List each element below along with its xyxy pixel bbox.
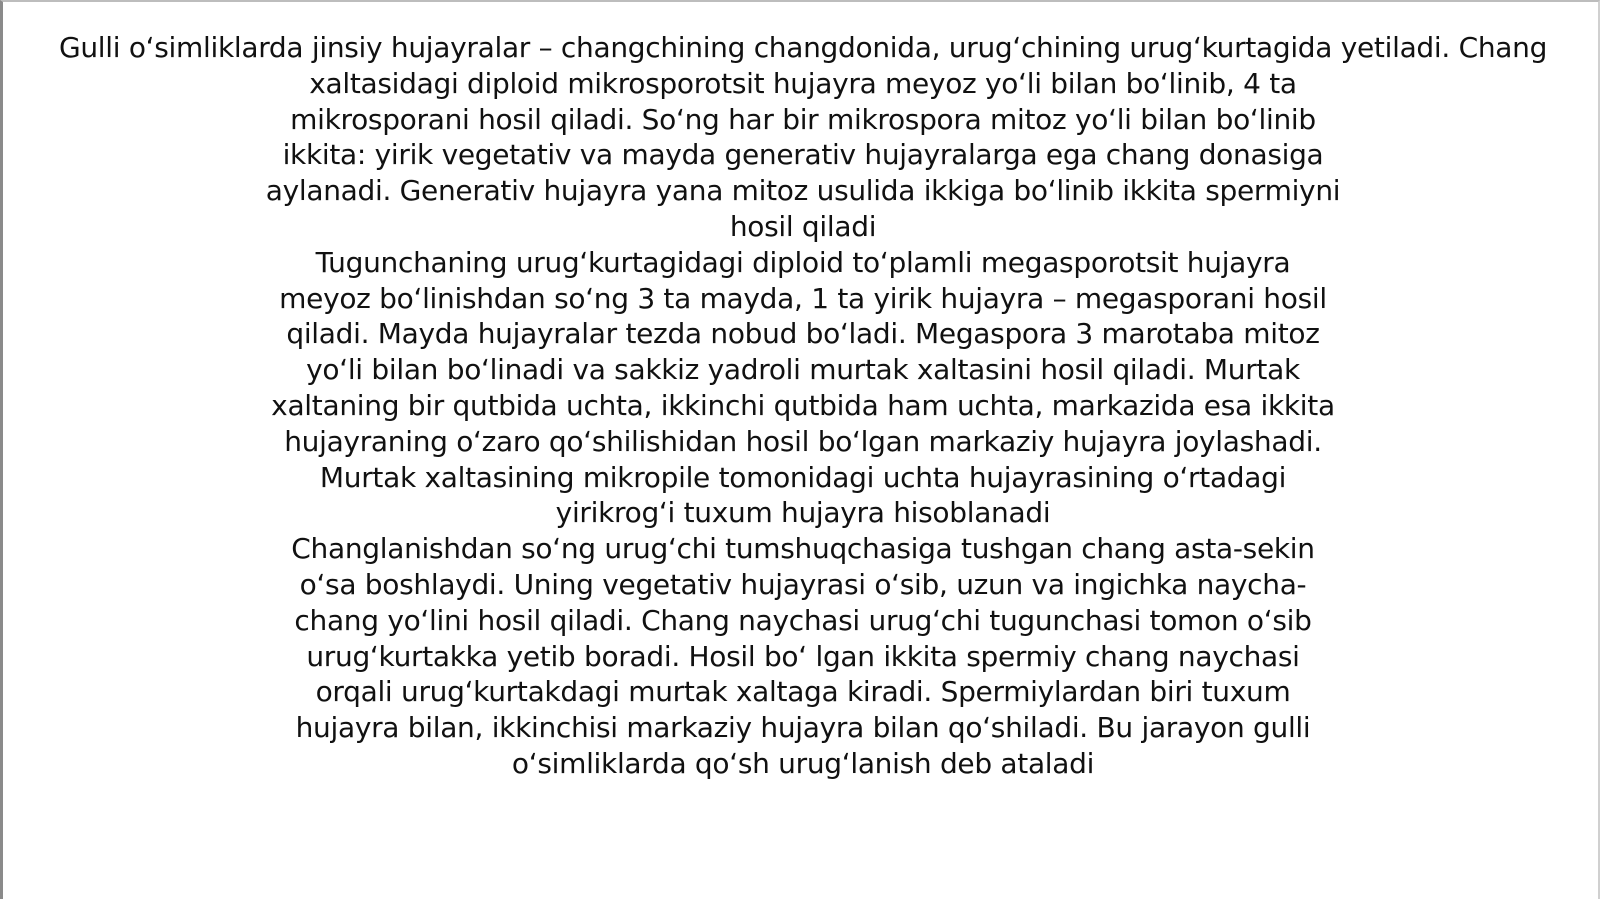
text-line: Tugunchaning urugʻkurtagidagi diploid toʻplamli megasporotsit hujayra bbox=[315, 245, 1291, 279]
text-line: xaltaning bir qutbida uchta, ikkinchi qutbida ham uchta, markazida esa ikkita bbox=[271, 388, 1335, 422]
text-line: meyoz boʻlinishdan soʻng 3 ta mayda, 1 ta yirik hujayra – megasporani hosil bbox=[279, 281, 1327, 315]
text-line: yirikrogʻi tuxum hujayra hisoblanadi bbox=[555, 496, 1051, 530]
text-line: orqali urugʻkurtakdagi murtak xaltaga kiradi. Spermiylardan biri tuxum bbox=[315, 675, 1291, 709]
text-line: mikrosporani hosil qiladi. Soʻng har bir mikrospora mitoz yoʻli bilan boʻlinib bbox=[290, 102, 1316, 136]
text-line: aylanadi. Generativ hujayra yana mitoz usulida ikkiga boʻlinib ikkita spermiyni bbox=[265, 174, 1341, 208]
text-line: xaltasidagi diploid mikrosporotsit hujayra meyoz yoʻli bilan boʻlinib, 4 ta bbox=[309, 66, 1297, 100]
text-line: oʻsa boshlaydi. Uning vegetativ hujayrasi oʻsib, uzun va ingichka naycha- bbox=[299, 567, 1307, 601]
text-line: hosil qiladi bbox=[729, 209, 877, 243]
text-line: oʻsimliklarda qoʻsh urugʻlanish deb ataladi bbox=[511, 746, 1095, 780]
text-line: ikkita: yirik vegetativ va mayda generativ hujayralarga ega chang donasiga bbox=[282, 138, 1324, 172]
text-line: urugʻkurtakka yetib boradi. Hosil boʻ lgan ikkita spermiy chang naychasi bbox=[306, 639, 1300, 673]
text-line: Gulli oʻsimliklarda jinsiy hujayralar – changchining changdonida, urugʻchining urugʻkurtagida yetiladi. Chang bbox=[58, 31, 1548, 64]
text-line: qiladi. Mayda hujayralar tezda nobud boʻladi. Megaspora 3 marotaba mitoz bbox=[286, 317, 1320, 351]
text-line: Murtak xaltasining mikropile tomonidagi uchta hujayrasining oʻrtadagi bbox=[319, 460, 1287, 494]
document-body bbox=[3, 30, 1600, 782]
text-line: yoʻli bilan boʻlinadi va sakkiz yadroli murtak xaltasini hosil qiladi. Murtak bbox=[306, 353, 1300, 387]
text-line: hujayraning oʻzaro qoʻshilishidan hosil boʻlgan markaziy hujayra joylashadi. bbox=[284, 424, 1322, 458]
text-line: hujayra bilan, ikkinchisi markaziy hujayra bilan qoʻshiladi. Bu jarayon gulli bbox=[295, 711, 1311, 745]
text-line: Changlanishdan soʻng urugʻchi tumshuqchasiga tushgan chang asta-sekin bbox=[291, 532, 1315, 566]
text-line: chang yoʻlini hosil qiladi. Chang naychasi urugʻchi tugunchasi tomon oʻsib bbox=[294, 603, 1312, 637]
